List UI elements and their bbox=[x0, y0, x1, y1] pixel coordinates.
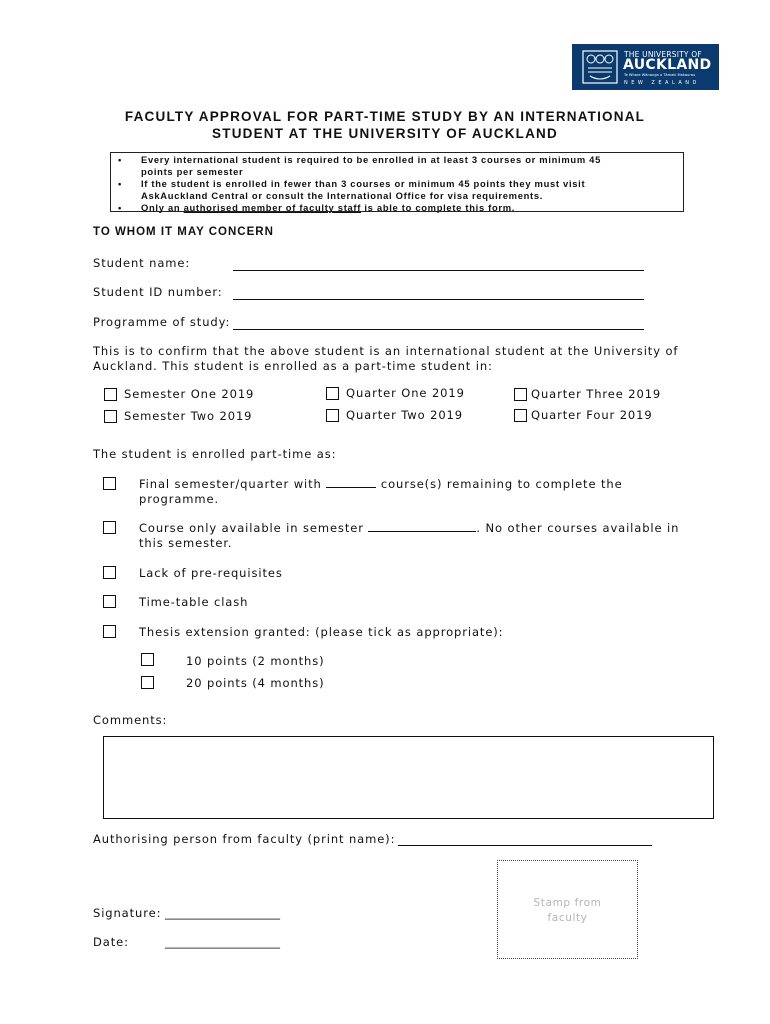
logo-line3: Te Whare Wānanga o Tāmaki Makaurau bbox=[624, 73, 696, 77]
course-available-text bbox=[139, 521, 699, 551]
quarter-three-label: Quarter Three 2019 bbox=[531, 387, 662, 401]
date-field[interactable]: ____________________ bbox=[165, 935, 280, 949]
notice-item-2-line1: If the student is enrolled in fewer than 3 courses or minimum 45 points they must visit bbox=[141, 178, 586, 189]
logo-line4: NEW ZEALAND bbox=[624, 80, 700, 86]
authorised-staff-text: authorised member of faculty staff bbox=[183, 202, 362, 213]
notice-item-2-line2: AskAuckland Central or consult the International Office for visa requirements. bbox=[141, 190, 544, 201]
confirm-paragraph bbox=[93, 344, 693, 374]
notice-item-1 bbox=[118, 154, 676, 178]
quarter-one-label: Quarter One 2019 bbox=[346, 386, 465, 400]
semester-one-label: Semester One 2019 bbox=[124, 387, 255, 401]
prereq-checkbox[interactable] bbox=[103, 566, 116, 579]
bullet-icon: • bbox=[118, 202, 122, 213]
notice-box bbox=[110, 152, 684, 212]
final-semester-line2: programme. bbox=[139, 492, 220, 506]
course-available-line2: this semester. bbox=[139, 536, 233, 550]
twenty-points-label: 20 points (4 months) bbox=[186, 676, 325, 690]
authorising-label: Authorising person from faculty (print name): bbox=[93, 832, 396, 846]
semester-field[interactable] bbox=[368, 521, 476, 532]
student-id-field[interactable] bbox=[233, 299, 644, 300]
final-semester-pre: Final semester/quarter with bbox=[139, 477, 322, 491]
courses-remaining-field[interactable] bbox=[326, 477, 376, 488]
comments-box[interactable] bbox=[103, 736, 714, 819]
notice-item-3-pre: Only an bbox=[141, 202, 184, 213]
enrolled-as-label: The student is enrolled part-time as: bbox=[93, 447, 337, 461]
logo-line1: THE UNIVERSITY OF bbox=[624, 50, 702, 59]
student-name-label: Student name: bbox=[93, 256, 191, 270]
semester-two-checkbox[interactable] bbox=[104, 410, 117, 423]
notice-item-2 bbox=[118, 178, 676, 202]
logo-line2: AUCKLAND bbox=[623, 57, 712, 73]
ten-points-label: 10 points (2 months) bbox=[186, 654, 325, 668]
notice-item-3 bbox=[118, 202, 676, 214]
course-available-pre: Course only available in semester bbox=[139, 521, 364, 535]
quarter-one-checkbox[interactable] bbox=[326, 387, 339, 400]
stamp-box bbox=[497, 860, 638, 959]
programme-label: Programme of study: bbox=[93, 315, 231, 329]
notice-item-1-line1: Every international student is required to be enrolled in at least 3 courses or minimum 45 bbox=[141, 154, 601, 165]
comments-label: Comments: bbox=[93, 713, 168, 727]
final-semester-checkbox[interactable] bbox=[103, 477, 116, 490]
notice-item-3-post: is able to complete this form. bbox=[361, 202, 516, 213]
quarter-two-label: Quarter Two 2019 bbox=[346, 408, 463, 422]
twenty-points-checkbox[interactable] bbox=[141, 676, 154, 689]
final-semester-text bbox=[139, 477, 699, 507]
semester-two-label: Semester Two 2019 bbox=[124, 409, 253, 423]
date-label: Date: bbox=[93, 935, 129, 949]
bullet-icon: • bbox=[118, 178, 122, 189]
confirm-line1: This is to confirm that the above student is an international student at the University of bbox=[93, 344, 679, 358]
university-logo bbox=[572, 44, 719, 90]
form-title bbox=[90, 108, 680, 142]
stamp-line2: faculty bbox=[547, 912, 588, 924]
confirm-line2: Auckland. This student is enrolled as a part-time student in: bbox=[93, 359, 493, 373]
title-line1: FACULTY APPROVAL FOR PART-TIME STUDY BY AN INTERNATIONAL bbox=[124, 109, 646, 124]
signature-field[interactable]: ____________________ bbox=[165, 906, 280, 920]
course-available-post: . No other courses available in bbox=[476, 521, 680, 535]
quarter-three-checkbox[interactable] bbox=[514, 388, 527, 401]
authorising-name-field[interactable] bbox=[398, 845, 652, 846]
course-available-checkbox[interactable] bbox=[103, 521, 116, 534]
timetable-clash-label: Time-table clash bbox=[139, 595, 249, 609]
to-whom-heading: TO WHOM IT MAY CONCERN bbox=[93, 226, 274, 238]
quarter-two-checkbox[interactable] bbox=[326, 409, 339, 422]
thesis-extension-checkbox[interactable] bbox=[103, 625, 116, 638]
bullet-icon: • bbox=[118, 154, 122, 165]
programme-field[interactable] bbox=[233, 329, 644, 330]
ten-points-checkbox[interactable] bbox=[141, 653, 154, 666]
prereq-label: Lack of pre-requisites bbox=[139, 566, 283, 580]
timetable-clash-checkbox[interactable] bbox=[103, 595, 116, 608]
notice-item-1-line2: points per semester bbox=[141, 166, 244, 177]
university-crest-icon bbox=[582, 50, 618, 84]
signature-label: Signature: bbox=[93, 906, 162, 920]
quarter-four-checkbox[interactable] bbox=[514, 409, 527, 422]
title-line2: STUDENT AT THE UNIVERSITY OF AUCKLAND bbox=[212, 126, 558, 141]
stamp-line1: Stamp from bbox=[533, 897, 602, 909]
final-semester-post: course(s) remaining to complete the bbox=[380, 477, 623, 491]
thesis-extension-label: Thesis extension granted: (please tick as appropriate): bbox=[139, 625, 504, 639]
student-id-label: Student ID number: bbox=[93, 285, 223, 299]
quarter-four-label: Quarter Four 2019 bbox=[531, 408, 653, 422]
student-name-field[interactable] bbox=[233, 270, 644, 271]
semester-one-checkbox[interactable] bbox=[104, 388, 117, 401]
